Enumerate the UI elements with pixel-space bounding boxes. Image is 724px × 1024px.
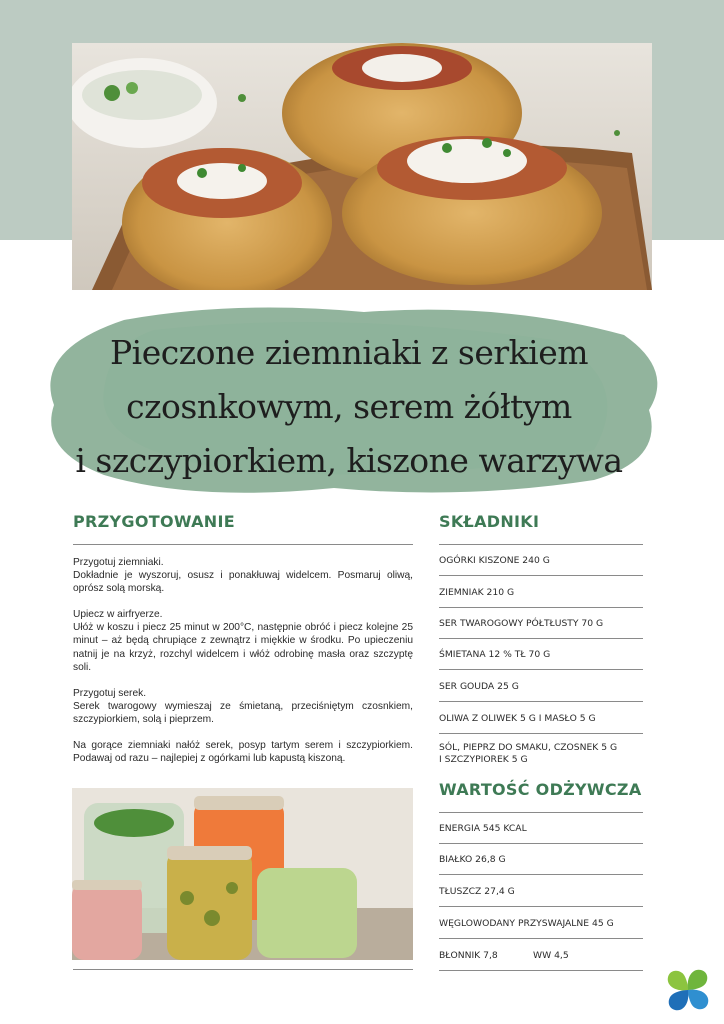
nutrition-heading: WARTOŚĆ ODŻYWCZA [439,780,642,799]
four-leaf-clover-icon [662,964,714,1016]
title-line-2: czosnkowym, serem żółtym [126,387,572,426]
ingredients-list [439,545,643,774]
nutrition-item: WĘGLOWODANY PRZYSWAJALNE 45 G [439,907,643,939]
preparation-step [73,556,413,595]
title-line-3: i szczypiorkiem, kiszone warzywa [75,441,623,480]
nutrition-list [439,813,643,971]
step-text: Dokładnie je wyszoruj, osusz i ponakłuwaj widelcem. Posmaruj oliwą, oprósz solą morską. [73,570,413,595]
step-text: Serek twarogowy wymieszaj ze śmietaną, przeciśniętym czosnkiem, szczypiorkiem, solą i pieprzem. [73,700,413,725]
nutrition-item: TŁUSZCZ 27,4 G [439,875,643,907]
ww-value: WW 4,5 [533,950,569,961]
title-line-1: Pieczone ziemniaki z serkiem [109,333,589,372]
ingredients-heading: SKŁADNIKI [439,512,540,531]
preparation-step [73,608,413,673]
bottom-left-divider [73,969,413,970]
ingredient-item: OGÓRKI KISZONE 240 G [439,545,643,576]
preparation-step [73,687,413,726]
step-text: Ułóż w koszu i piecz 25 minut w 200°C, następnie obróć i piecz kolejne 25 minut – aż będą chrupiące z zewnątrz i miękkie w środku. Po upieczeniu natnij je na krzyż, rozchyl widelcem i włóż odrobinę masła oraz szczyptę soli. [73,622,413,673]
step-title: Przygotuj ziemniaki. [73,557,164,568]
ingredient-item: ZIEMNIAK 210 G [439,576,643,608]
nutrition-item: BIAŁKO 26,8 G [439,844,643,875]
ingredient-item: SER TWAROGOWY PÓŁTŁUSTY 70 G [439,608,643,639]
baked-potatoes-photo [72,43,652,290]
preparation-divider [73,544,413,545]
ingredient-item: OLIWA Z OLIWEK 5 G I MASŁO 5 G [439,702,643,734]
fiber-value: BŁONNIK 7,8 [439,950,498,961]
preparation-text [73,556,413,778]
ingredient-item: ŚMIETANA 12 % TŁ 70 G [439,639,643,670]
step-title: Przygotuj serek. [73,687,147,699]
recipe-title [34,326,664,488]
preparation-step [73,739,413,765]
step-title: Upiecz w airfryerze. [73,609,163,621]
ingredient-item: SÓL, PIEPRZ DO SMAKU, CZOSNEK 5 G I SZCZYPIOREK 5 G [439,742,618,765]
nutrition-item: ENERGIA 545 KCAL [439,813,643,844]
nutrition-item [439,939,643,971]
step-text: Na gorące ziemniaki nałóż serek, posyp tartym serem i szczypiorkiem. Podawaj od razu – najlepiej z ogórkami lub kapustą kiszoną. [73,740,413,765]
title-area [34,300,664,500]
ingredient-item: SER GOUDA 25 G [439,670,643,702]
preparation-heading: PRZYGOTOWANIE [73,512,235,531]
pickled-vegetables-photo [72,788,413,960]
